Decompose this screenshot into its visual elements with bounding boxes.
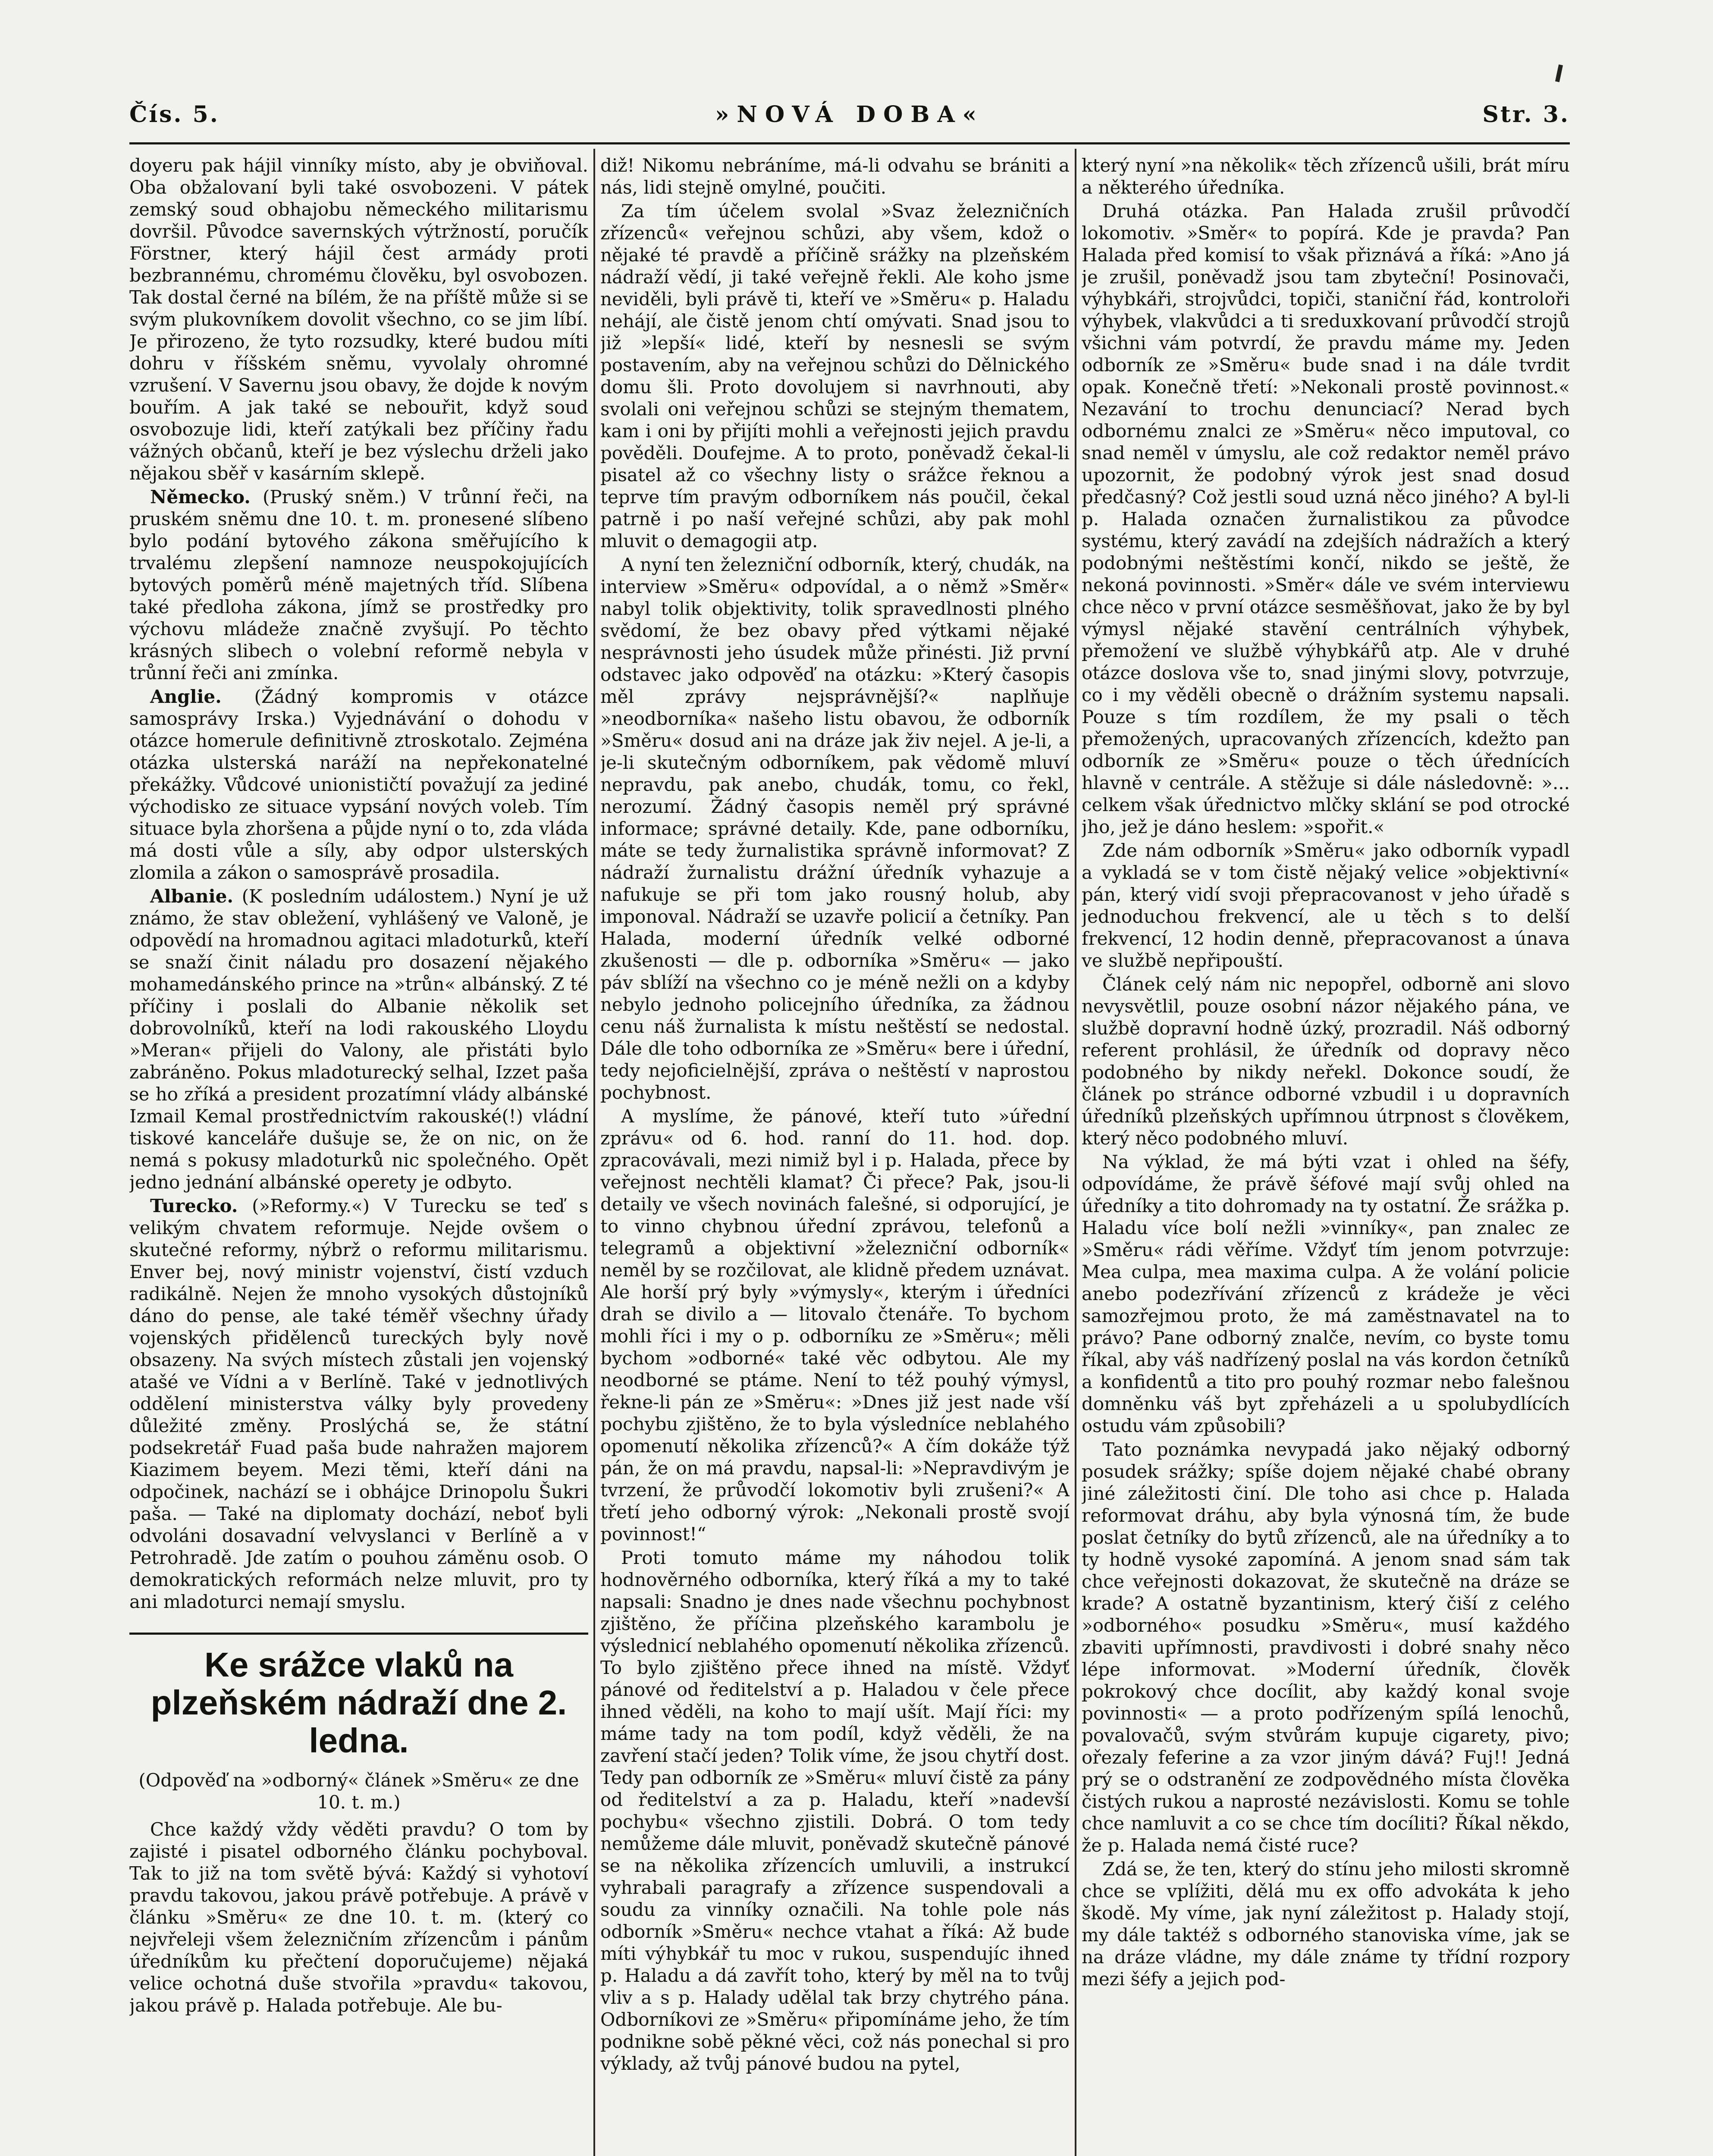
page-header [129, 101, 1570, 140]
paragraph: který nyní »na několik« těch zřízenců ušili, brát míru a některého úředníka. [1082, 155, 1570, 198]
paragraph-text: (Žádný kompromis v otázce samosprávy Irska.) Vyjednávání o dohodu v otázce homerule definitivně ztroskotalo. Zejména otázka ulsterská naráží na nepřekonatelné překážky. Vůdcové unionističtí považují za jediné východisko ze situace vypsání nových voleb. Tím situace byla zhoršena a půjde nyní o to, zda vláda má dosti vůle a síly, aby odpor ulsterských zlomila a zákon o samosprávě prosadila. [129, 686, 588, 883]
paragraph-text: (»Reformy.«) V Turecku se teď s velikým chvatem reformuje. Nejde ovšem o skutečné reformy, nýbrž o reformu militarismu. Enver bej, nový ministr vojenství, čistí vzduch radikálně. Nejen že mnoho vysokých důstojníků dáno do pense, ale také téměř všechny úřady vojenských přidělenců tureckých byly nově obsazeny. Na svých místech zůstali jen vojenský atašé ve Vídni a v Berlíně. Také v jednotlivých oddělení ministerstva války byly provedeny důležité změny. Proslýchá se, že státní podsekretář Fuad paša bude nahražen majorem Kiazimem beyem. Mezi těmi, kteří dáni na odpočinek, nachází se i obhájce Drinopolu Šukri paša. — Také na diplomaty dochází, neboť byli odvoláni dosavadní velvyslanci v Berlíně a v Petrohradě. Jde zatím o pouhou záměnu osob. O demokratických reformách nelze mluvit, pro ty ani mladoturci nemají smyslu. [129, 1195, 588, 1612]
newspaper-title: »NOVÁ DOBA« [715, 101, 985, 128]
section-lead: Turecko. [150, 1195, 238, 1216]
paragraph: Zde nám odborník »Směru« jako odborník vypadl a vykladá se v tom čistě nějaký velice »objektivní« pán, který vidí svoji přepracovanost v jeho úřadě s jednoduchou frekvencí, ale u těch s to delší frekvencí, 12 hodin denně, přepracovanost a únava ve službě nepřipouští. [1082, 840, 1570, 971]
section-lead: Albanie. [150, 886, 233, 907]
section-lead: Anglie. [150, 686, 222, 707]
paragraph: Zdá se, že ten, který do stínu jeho milosti skromně chce se vplížiti, dělá mu ex offo advokáta k jeho škodě. My víme, jak nyní záležitost p. Halady stojí, my dále taktéž s odborného stanoviska víme, jak se na dráze vládne, my dále známe ty třídní rozpory mezi šéfy a jejich pod- [1082, 1858, 1570, 1990]
paragraph: Druhá otázka. Pan Halada zrušil průvodčí lokomotiv. »Směr« to popírá. Kde je pravda? Pan Halada před komisí to však přiznává a říká: »Ano já je zrušil, poněvadž jsou tam zbyteční! Posinovači, výhybkáři, strojvůdci, topiči, staniční řád, kontroloři výhybek, vlakvůdci a ti sreduxkovaní průvodčí strojů všichni vám potvrdí, že pravdu máme my. Jeden odborník ze »Směru« bude snad i na dále tvrdit opak. Konečně třetí: »Nekonali prostě povinnost.« Nezavání to trochu denunciací? Nerad bych odbornému znalci ze »Směru« něco imputoval, co snad neměl v úmyslu, ale což redaktor neměl právo upozornit, že podobný výrok jest snad dosud předčasný? Což jestli soud uzná něco jiného? A byl-li p. Halada označen žurnalistikou za původce systému, který zavádí na zdejších nádražích a který podobnými neštěstími končí, nikdo se ještě, že nekoná povinnosti. »Směr« dále ve svém interviewu chce něco v první otázce sesměšňovat, jako že by byl výmysl nějaké stavění centrálních výhybek, přemožení ve službě výhybkářů atp. Ale v druhé otázce doslova vše to, snad jinými slovy, potvrzuje, co i my věděli obecně o drážním systemu napsali. Pouze s tím rozdílem, že my psali o těch přemožených, upracovaných zřízencích, kdežto pan odborník ze »Směru« pouze o těch úřednících hlavně v centrále. A stěžuje si dále následovně: »... celkem však úřednictvo mlčky sklání se pod otrocké jho, jež je dáno heslem: »spořit.« [1082, 201, 1570, 837]
paragraph-germany [129, 486, 588, 684]
column-divider [1075, 149, 1076, 2156]
column-divider [593, 149, 595, 2156]
paragraph: Proti tomuto máme my náhodou tolik hodnověrného odborníka, který říká a my to také napsali: Snadno je dnes nade všechnu pochybnost zjištěno, že příčina plzeňského karambolu je výslednicí neblahého opomenutí několika zřízenců. To bylo zjištěno přece ihned na místě. Vždyť pánové od ředitelství a p. Haladou v čele přece ihned věděli, na koho to mají ušít. Mají říci: my máme tady na tom podíl, když věděli, že na zavření stačí jeden? Tolik víme, že jsou chytří dost. Tedy pan odborník ze »Směru« mluví čistě za pány od ředitelství a za p. Haladu, kteří »nadevší pochybu« všechno zjistili. Dobrá. O tom tedy nemůžeme dále mluvit, poněvadž skutečně pánové se na několika zřízencích umluvili, a instrukcí vyhrabali paragrafy a zřízence suspendovali a soudu za vinníky označili. Na tohle pole nás odborník »Směru« nechce vtahat a říká: Až bude míti výhybkář tu moc v rukou, suspendujíc ihned p. Haladu a dá zavřít toho, který by měl na to tvůj vliv a s p. Halady udělal tak brzy chytrého pána. Odborníkovi ze »Směru« připomínáme jeho, že tím podnikne sobě pěkné věci, což nás ponechal si pro výklady, až tvůj pánové budou na pytel, [600, 1547, 1070, 2074]
paragraph-albania [129, 885, 588, 1193]
section-lead: Německo. [150, 486, 251, 508]
paragraph: Tato poznámka nevypadá jako nějaký odborný posudek srážky; spíše dojem nějaké chabé obrany jiné záležitosti činí. Dle toho asi chce p. Halada reformovat dráhu, aby byla výnosná tím, že bude poslat četníky do bytů zřízenců, ale na úředníky a to ty hodně vysoké zapomíná. A jenom snad sám tak chce veřejnosti dokazovat, že skutečně na dráze se krade? A ostatně byzantinism, který čiší z celého »odborného« posudku »Směru«, musí každého zbaviti upřímnosti, pravdivosti i dobré snahy něco lépe informovat. »Moderní úředník, člověk pokrokový chce docílit, aby každý konal svoje povinnosti« — a proto podřízeným spílá lenochů, povalovačů, svým stvůrám kupuje cigarety, pivo; ořezaly feferine a za vzor jiným dává? Fuj!! Jedná prý se o odstranění ze zodpovědného místa člověka čistých rukou a naprosté nezávislosti. Komu se tohle chce namluvit a co se chce tím docíliti? Říkal někdo, že p. Halada nemá čisté ruce? [1082, 1439, 1570, 1856]
page-number: Str. 3. [1482, 101, 1570, 128]
paragraph: A nyní ten železniční odborník, který, chudák, na interview »Směru« odpovídal, a o němž »Směr« nabyl tolik objektivity, tolik spravedlnosti plného svědomí, že bez obavy před výtkami nějaké nesprávnosti jeho úsudek může přinésti. Již první odstavec jako odpověď na otázku: »Který časopis měl zprávy nejsprávnější?« naplňuje »neodborníka« našeho listu obavou, že odborník »Směru« dosud ani na dráze jak živ nejel. A je-li, a je-li skutečným odborníkem, pak vědomě mluví nepravdu, pak anebo, chudák, tomu, co řekl, nerozumí. Žádný časopis neměl prý správné informace; správné detaily. Kde, pane odborníku, máte se tedy žurnalistika správně informovat? Z nádraží žurnalistu drážní úředník vyhazuje a nafukuje se při tom jako rousný holub, aby imponoval. Nádraží se uzavře policií a četníky. Pan Halada, moderní úředník velké odborné zkušenosti — dle p. odborníka »Směru« — jako páv sblíží na všechno co je méně nežli on a kdyby nebylo jednoho policejního úředníka, za žádnou cenu náš žurnalista k místu neštěstí se nedostal. Dále dle toho odborníka ze »Směru« bere i úřední, tedy nejoficielnější, zpráva o neštěstí v naprostou pochybnost. [600, 554, 1070, 1103]
column-1 [129, 154, 588, 2156]
paragraph: Článek celý nám nic nepopřel, odborně ani slovo nevysvětlil, pouze osobní názor nějakého pána, ve službě dopravní hodně úzký, prozradil. Náš odborný referent prohlásil, že úředník od dopravy něco podobného by nikdy neřekl. Dokonce soudí, že článek po stránce odborné vzbudil i u dopravních úředníků plzeňských upřímnou útrpnost s člověkem, který něco podobného mluví. [1082, 974, 1570, 1149]
paragraph: Na výklad, že má býti vzat i ohled na šéfy, odpovídáme, že právě šéfové mají svůj ohled na úředníky a tito dohromady na ty ostatní. Že srážka p. Haladu více bolí nežli »vinníky«, pan znalec ze »Směru« rádi věříme. Vždyť tím jenom potvrzuje: Mea culpa, mea maxima culpa. A že volání policie anebo podezřívání zřízenců z krádeže je věci samozřejmou proto, že má zaměstnavatel na to právo? Pane odborný znalče, nevím, co byste tomu říkal, aby váš nadřízený poslal na vás kordon četníků a konfidentů a tito pro pouhý rozmar nebo falešnou domněnku váš byt zpřeházeli a u spolubydlících ostudu vám způsobili? [1082, 1151, 1570, 1436]
ink-mark [1555, 64, 1563, 82]
article-subheading: (Odpověď na »odborný« článek »Směru« ze dne 10. t. m.) [138, 1770, 579, 1813]
column-3 [1082, 154, 1570, 2156]
paragraph-text: (Pruský sněm.) V trůnní řeči, na pruském sněmu dne 10. t. m. pronesené slíbeno bylo podání bytového zákona směřujícího k trvalému zlepšení namnoze neuspokojujících bytových poměrů méně majetných tříd. Slíbena také předloha zákona, jímž se prostředky pro výchovu mládeže značně zvyšují. Po těchto krásných slibech o volební reformě nebyla v trůnní řeči ani zmínka. [129, 486, 588, 683]
paragraph: doyeru pak hájil vinníky místo, aby je obviňoval. Oba obžalovaní byli také osvobozeni. V pátek zemský soud obhajobu německého militarismu dovršil. Původce savernských výtržností, poručík Förstner, který hájil čest armády proti bezbrannému, chromému člověku, byl osvobozen. Tak dostal černé na bílém, že na příště může si se svým plukovníkem dovolit všechno, co se jim líbí. Je přirozeno, že tyto rozsudky, které budou míti dohru v říšském sněmu, vyvolaly ohromné vzrušení. V Savernu jsou obavy, že dojde k novým bouřím. A jak také se nebouřit, když soud osvobozuje lidi, kteří zatýkali bez příčiny řadu vážných občanů, kteří je bez výslechu drželi jako nějakou sběř v kasárním sklepě. [129, 155, 588, 484]
paragraph: Za tím účelem svolal »Svaz železničních zřízenců« veřejnou schůzi, aby všem, kdož o nějaké té pravdě a příčině srážky na plzeňském nádraží vědí, ji také veřejně řekli. Ale koho jsme neviděli, byli právě ti, kteří ve »Směru« p. Haladu nehájí, ale čistě jenom chtí omývati. Snad jsou to již »lepší« lidé, kteří by nesnesli se svým postavením, aby na veřejnou schůzi do Dělnického domu šli. Proto dovolujem si navrhnouti, aby svolali oni veřejnou schůzi se stejným thematem, kam i oni by přijíti mohli a veřejnosti jejich pravdu pověděli. Doufejme. A to proto, poněvadž čekal-li pisatel až co všechny listy o srážce řeknou a teprve tím pravým odborníkem nás poučil, čekal patrně i po naší veřejné schůzi, aby pak mohl mluvit o demagogii atp. [600, 201, 1070, 552]
paragraph: A myslíme, že pánové, kteří tuto »úřední zprávu« od 6. hod. ranní do 11. hod. dop. zpracovávali, mezi nimiž byl i p. Halada, přece by veřejnost nechtěli klamat? Či přece? Pak, jsou-li detaily ve všech novinách falešné, si odporující, je to vinno chybnou úřední zprávou, telefonů a telegramů a objektivní »železniční odborník« neměl by se rozčilovat, ale klidně předem uznávat. Ale horší prý byly »výmysly«, kterým i úředníci drah se divilo a — litovalo čtenáře. To bychom mohli říci i my o p. odborníku ze »Směru«; měli bychom »odborné« také věc odbytou. Ale my neodborné se ptáme. Není to též pouhý výmysl, řekne-li pán ze »Směru«: »Dnes již jest nade vší pochybu zjištěno, že to byla výsledníce neblahého opomenutí několika zřízenců?« A čím dokáže týž pán, že on má pravdu, napsal-li: »Nepravdivým je tvrzení, že průvodčí lokomotiv byli zrušeni?« A třetí jeho odborný výrok: „Nekonali prostě svojí povinnost!“ [600, 1106, 1070, 1545]
paragraph: Chce každý vždy věděti pravdu? O tom by zajisté i pisatel odborného článku pochyboval. Tak to již na tom světě bývá: Každý si vyhotoví pravdu takovou, jakou právě potřebuje. A právě v článku »Směru« ze dne 10. t. m. (který co nejvřeleji všem železničním zřízencům i pánům úředníkům ku přečtení doporučujeme) nějaká velice ochotná duše stvořila »pravdu« takovou, jakou právě p. Halada potřebuje. Ale bu- [129, 1819, 588, 2016]
column-2 [600, 154, 1070, 2156]
paragraph-england [129, 686, 588, 884]
paragraph: diž! Nikomu nebráníme, má-li odvahu se brániti a nás, lidi stejně omylné, poučiti. [600, 155, 1070, 198]
paragraph-text: (K posledním událostem.) Nyní je už známo, že stav obležení, vyhlášený ve Valoně, je odpovědí na hromadnou agitaci mladoturků, kteří se snaží činit náladu pro dosazení nějakého mohamedánského prince na »trůn« albánský. Z té příčiny i poslali do Albanie několik set dobrovolníků, kteří na lodi rakouského Lloydu »Meran« přijeli do Valony, ale přistáti bylo zabráněno. Pokus mladoturecký selhal, Izzet paša se ho zříká a president prozatímní vlády albánské Izmail Kemal prostřednictvím rakouské(!) vládní tiskové kanceláře dušuje se, že on nic, on že nemá s pokusy mladoturků nic společného. Opět jedno jednání albánské operety je odbyto. [129, 886, 588, 1193]
article-headline: Ke srážce vlaků na plzeňském nádraží dne 2. ledna. [129, 1633, 588, 1760]
paragraph-turkey [129, 1195, 588, 1613]
header-rule [129, 142, 1570, 144]
issue-number: Čís. 5. [129, 101, 220, 128]
